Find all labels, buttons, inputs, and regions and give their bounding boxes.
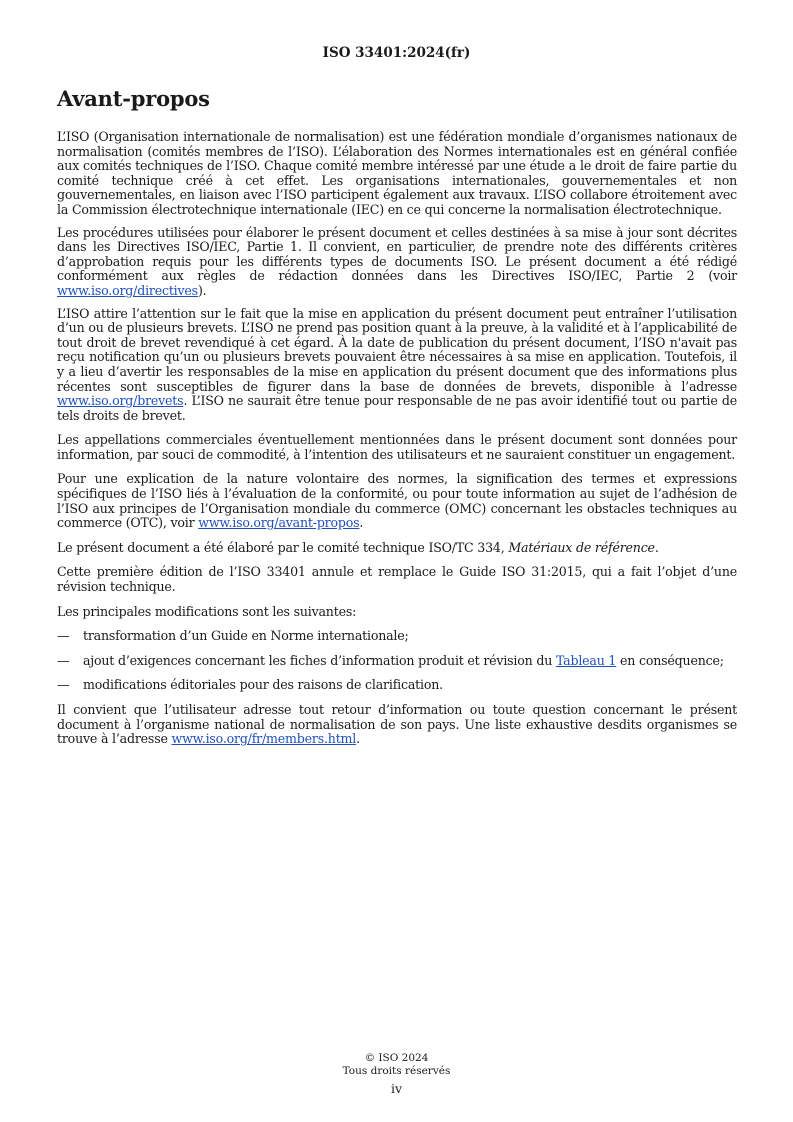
paragraph-edition: Cette première édition de l’ISO 33401 annule et remplace le Guide ISO 31:2015, qui a fait l’objet d’une révision technique. <box>57 564 737 595</box>
members-link[interactable]: www.iso.org/fr/members.html <box>171 731 357 747</box>
copyright-notice: © ISO 2024 <box>364 1052 429 1064</box>
paragraph-patents-end: . L’ISO ne saurait être tenue pour responsable de ne pas avoir identifié tout ou partie de tels droits de brevet. <box>57 393 737 423</box>
paragraph-committee-text: Le présent document a été élaboré par le comité technique ISO/TC 334, <box>57 539 509 555</box>
list-item <box>57 678 737 693</box>
list-item-text: transformation d’un Guide en Norme internationale; <box>83 628 409 644</box>
document-id-header: ISO 33401:2024(fr) <box>322 45 471 61</box>
paragraph-committee <box>57 541 737 556</box>
list-dash: — <box>57 628 70 644</box>
list-item-text <box>83 654 724 669</box>
paragraph-procedures-text: Les procédures utilisées pour élaborer le présent document et celles destinées à sa mise à jour sont décrites dans les Directives ISO/IEC, Partie 1. Il convient, en particulier, de prendre note des différents critères d’approbation requis pour les différents types de documents ISO. Le présent document a été rédigé conformément aux règles de rédaction données dans les Directives ISO/IEC, Partie 2 (voir <box>57 224 737 284</box>
paragraph-feedback-end: . <box>356 731 360 747</box>
changes-list <box>57 629 737 693</box>
rights-notice: Tous droits réservés <box>342 1065 451 1077</box>
paragraph-voluntary-text: Pour une explication de la nature volontaire des normes, la signification des termes et expressions spécifiques de l’ISO liés à l’évaluation de la conformité, ou pour toute information au sujet de l’adhésion de l’ISO aux principes de l’Organisation mondiale du commerce (OMC) concernant les obstacles techniques au commerce (OTC), voir <box>57 471 737 531</box>
patents-link[interactable]: www.iso.org/brevets <box>57 393 184 409</box>
paragraph-changes-intro: Les principales modifications sont les suivantes: <box>57 603 357 619</box>
list-item <box>57 629 737 644</box>
foreword-body <box>57 130 737 755</box>
committee-title: Matériaux de référence <box>508 539 655 555</box>
table-1-link[interactable]: Tableau 1 <box>555 652 617 668</box>
list-item-text-start: ajout d’exigences concernant les fiches d’information produit et révision du <box>83 652 556 668</box>
paragraph-voluntary-nature <box>57 472 737 530</box>
page-footer <box>0 1052 793 1095</box>
paragraph-voluntary-end: . <box>359 515 364 531</box>
directives-link[interactable]: www.iso.org/directives <box>57 282 198 298</box>
page-number: iv <box>390 1081 403 1096</box>
foreword-link[interactable]: www.iso.org/avant-propos <box>198 515 360 531</box>
list-item-text-end: en conséquence; <box>616 652 724 668</box>
page-title: Avant-propos <box>57 86 210 111</box>
paragraph-procedures <box>57 226 737 299</box>
paragraph-iso-intro: L’ISO (Organisation internationale de normalisation) est une fédération mondiale d’organismes nationaux de normalisation (comités membres de l’ISO). L’élaboration des Normes internationales est en général confiée aux comités techniques de l’ISO. Chaque comité membre intéressé par une étude a le droit de faire partie du comité technique créé à cet effet. Les organisations internationales, gouvernementales et non gouvernementales, en liaison avec l’ISO participent également aux travaux. L’ISO collabore étroitement avec la Commission électrotechnique internationale (IEC) en ce qui concerne la normalisation électrotechnique. <box>57 129 737 217</box>
paragraph-feedback <box>57 703 737 747</box>
list-dash: — <box>57 652 70 668</box>
paragraph-committee-end: . <box>654 539 659 555</box>
list-dash: — <box>57 677 70 693</box>
list-item-text: modifications éditoriales pour des raisons de clarification. <box>83 677 443 693</box>
paragraph-procedures-end: ). <box>197 282 207 298</box>
list-item <box>57 654 737 669</box>
paragraph-patents <box>57 307 737 424</box>
paragraph-patents-text: L’ISO attire l’attention sur le fait que la mise en application du présent document peut entraîner l’utilisation d’un ou de plusieurs brevets. L’ISO ne prend pas position quant à la preuve, à la validité et à l’applicabilité de tout droit de brevet revendiqué à cet égard. À la date de publication du présent document, l’ISO n'avait pas reçu notification qu’un ou plusieurs brevets pouvaient être nécessaires à sa mise en application. Toutefois, il y a lieu d’avertir les responsables de la mise en application du présent document que des informations plus récentes sont susceptibles de figurer dans la base de données de brevets, disponible à l’adresse <box>57 305 737 394</box>
paragraph-feedback-text: Il convient que l’utilisateur adresse tout retour d’information ou toute question concernant le présent document à l’organisme national de normalisation de son pays. Une liste exhaustive desdits organismes se trouve à l’adresse <box>57 702 737 747</box>
paragraph-trade-names: Les appellations commerciales éventuellement mentionnées dans le présent document sont données pour information, par souci de commodité, à l’intention des utilisateurs et ne sauraient constituer un engagement. <box>57 432 737 462</box>
